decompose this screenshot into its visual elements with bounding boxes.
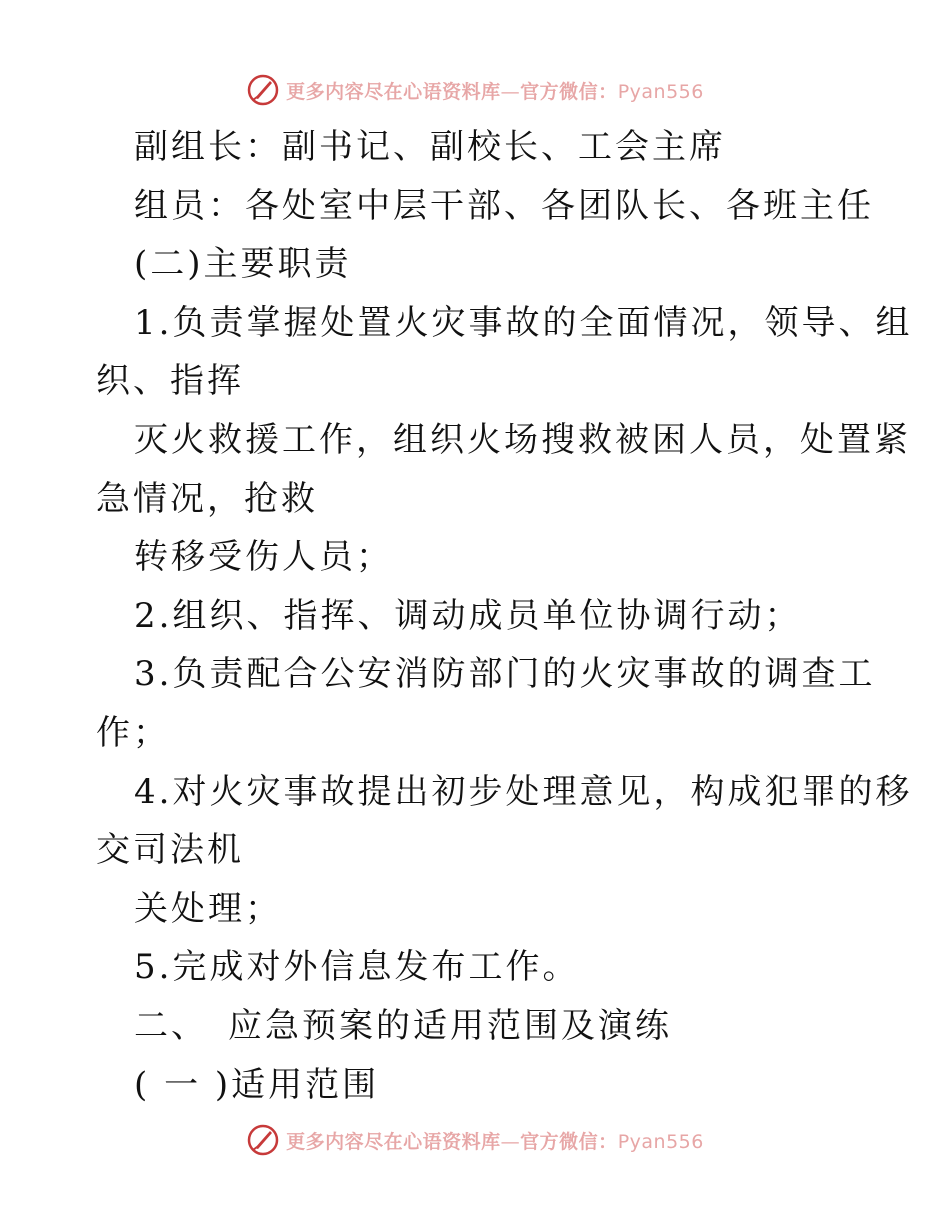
watermark-text (286, 1127, 704, 1154)
section-heading: ( 一 )适用范围 (134, 1064, 380, 1105)
text-line: 5.完成对外信息发布工作。 (134, 947, 580, 988)
header-watermark (0, 70, 950, 110)
quill-logo-icon (246, 73, 280, 107)
watermark-wechat-id: Pyan556 (617, 1130, 704, 1153)
watermark-dash: — (500, 80, 521, 103)
watermark-site-text: 更多内容尽在心语资料库 (286, 80, 501, 103)
quill-logo-icon (246, 1123, 280, 1157)
section-heading: (二)主要职责 (134, 244, 352, 285)
document-body (96, 118, 913, 1114)
text-line: 灭火救援工作，组织火场搜救被困人员，处置紧 (134, 419, 911, 460)
text-line: 4.对火灾事故提出初步处理意见，构成犯罪的移 (134, 771, 913, 812)
text-line: 组员：各处室中层干部、各团队长、各班主任 (134, 185, 874, 226)
text-line: 1.负责掌握处置火灾事故的全面情况，领导、组 (134, 302, 913, 343)
text-line: 织、指挥 (96, 361, 244, 402)
text-line: 副组长：副书记、副校长、工会主席 (134, 127, 726, 167)
watermark-wechat-id: Pyan556 (617, 80, 704, 103)
watermark-text (286, 77, 704, 104)
footer-watermark (0, 1120, 950, 1160)
section-heading: 二、 应急预案的适用范围及演练 (134, 1005, 672, 1046)
text-line: 3.负责配合公安消防部门的火灾事故的调查工 (134, 654, 876, 695)
text-line: 交司法机 (96, 830, 244, 871)
watermark-dash: — (500, 1130, 521, 1153)
text-line: 2.组织、指挥、调动成员单位协调行动； (134, 595, 802, 636)
text-line: 作； (96, 712, 170, 753)
watermark-wechat-label: 官方微信： (520, 80, 618, 103)
text-line: 关处理； (134, 888, 282, 929)
watermark-wechat-label: 官方微信： (520, 1130, 618, 1153)
text-line: 急情况，抢救 (96, 478, 318, 519)
text-line: 转移受伤人员； (134, 537, 393, 578)
watermark-site-text: 更多内容尽在心语资料库 (286, 1130, 501, 1153)
